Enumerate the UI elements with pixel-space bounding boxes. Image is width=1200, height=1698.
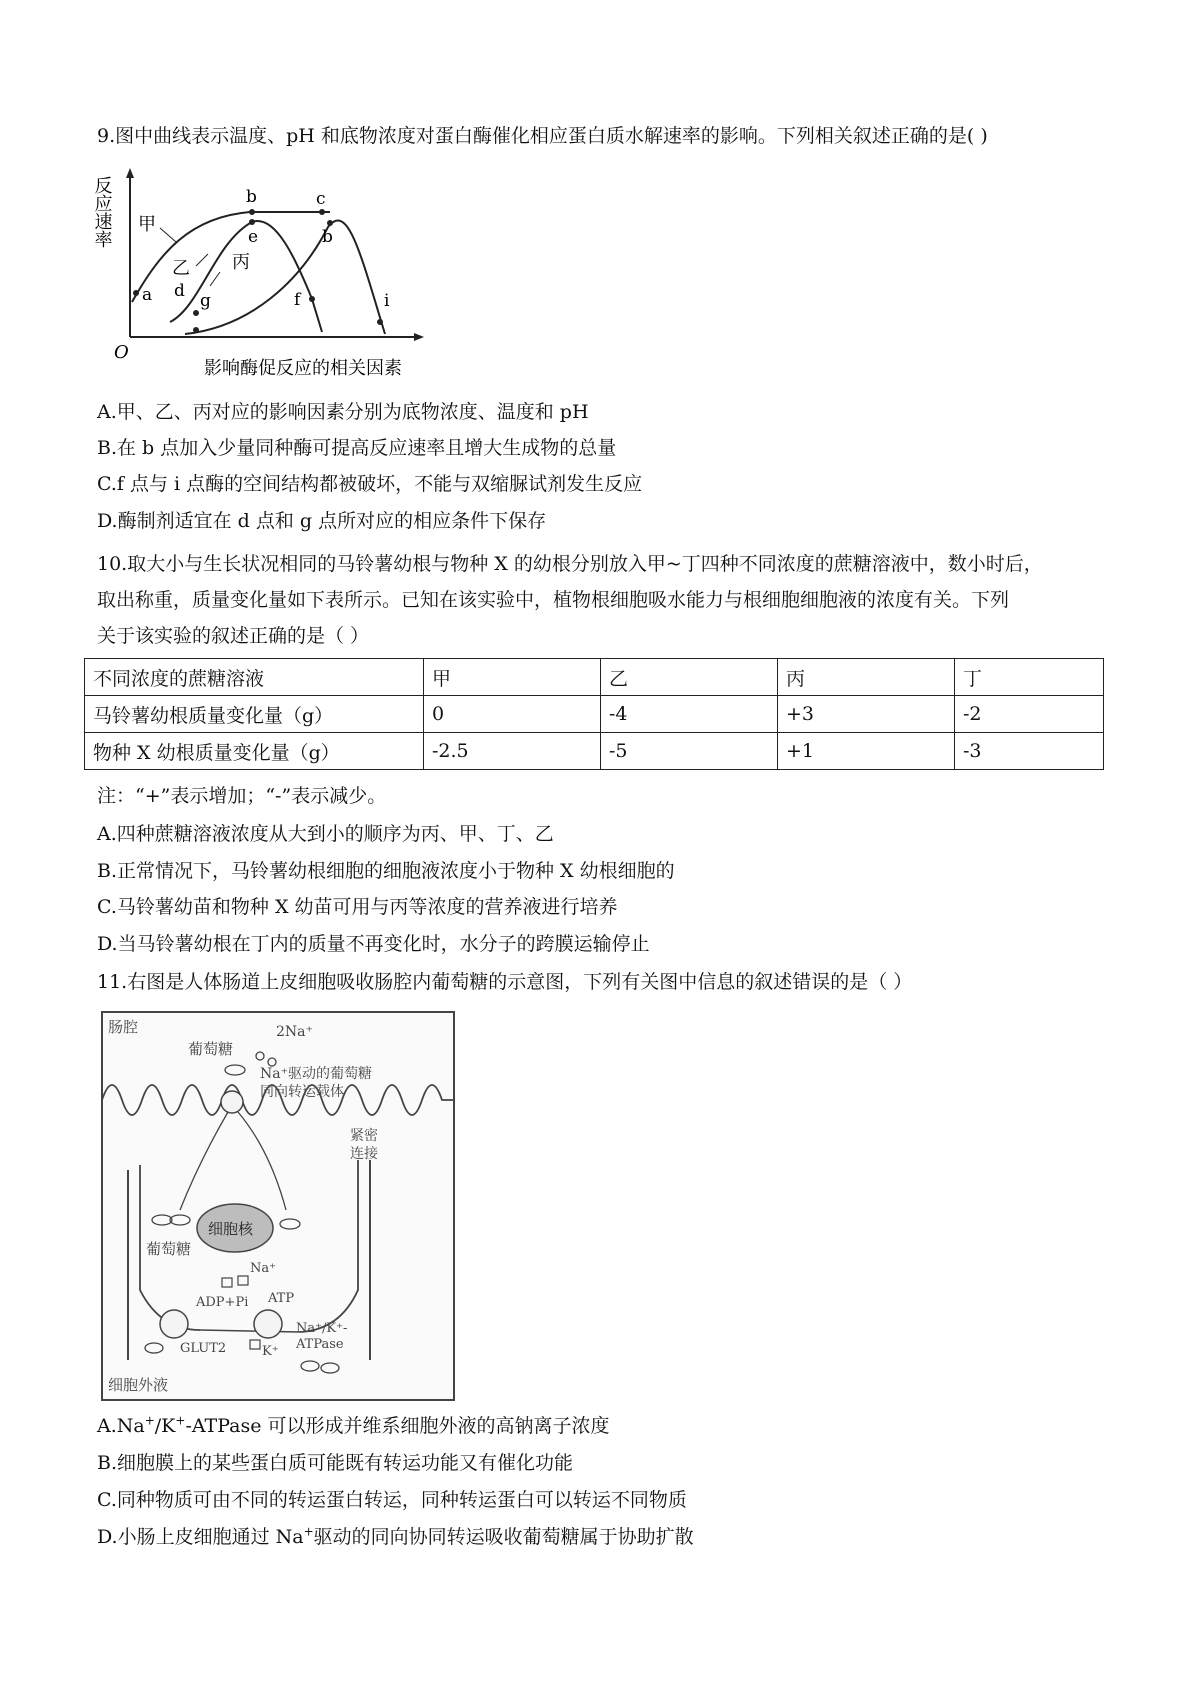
- table-header-cell: 不同浓度的蔗糖溶液: [85, 659, 424, 696]
- q11-stem: 11.右图是人体肠道上皮细胞吸收肠腔内葡萄糖的示意图，下列有关图中信息的叙述错误的是（ ）: [97, 971, 913, 993]
- label-nucleus: 细胞核: [208, 1220, 254, 1238]
- label-e: e: [248, 227, 259, 247]
- table-cell: 马铃薯幼根质量变化量（g）: [85, 696, 424, 733]
- label-na-top: 2Na⁺: [276, 1024, 313, 1040]
- q9-option-c: C.f 点与 i 点酶的空间结构都被破坏，不能与双缩脲试剂发生反应: [97, 473, 643, 495]
- table-cell: -3: [955, 733, 1104, 770]
- table-row: [85, 696, 1104, 733]
- label-bing: 丙: [232, 252, 250, 273]
- q11-option-a: A.Na+/K+-ATPase 可以形成并维系细胞外液的高钠离子浓度: [97, 1413, 610, 1437]
- label-na-inside: Na⁺: [250, 1261, 276, 1276]
- table-header-cell: 丙: [778, 659, 955, 696]
- point-b-right: [327, 220, 333, 226]
- label-b: b: [246, 187, 257, 207]
- label-yi: 乙: [172, 258, 190, 279]
- table-cell: 物种 X 幼根质量变化量（g）: [85, 733, 424, 770]
- q9-option-a: A.甲、乙、丙对应的影响因素分别为底物浓度、温度和 pH: [97, 401, 589, 423]
- label-adp: ADP+Pi: [196, 1295, 249, 1310]
- point-g: [193, 327, 199, 333]
- label-glucose-top: 葡萄糖: [188, 1040, 234, 1058]
- table-header-cell: 乙: [601, 659, 778, 696]
- label-a: a: [142, 285, 153, 305]
- label-g: g: [200, 291, 211, 311]
- table-cell: -2.5: [424, 733, 601, 770]
- y-axis-label: 反应速率: [91, 176, 113, 248]
- enzyme-rate-graph: [91, 162, 460, 387]
- origin-label: O: [114, 342, 129, 363]
- table-cell: 0: [424, 696, 601, 733]
- q10-table: [84, 658, 1104, 770]
- point-f: [309, 296, 315, 302]
- label-f: f: [294, 290, 301, 310]
- label-c: c: [316, 189, 326, 209]
- curve-bing: [185, 221, 385, 334]
- q9-option-b: B.在 b 点加入少量同种酶可提高反应速率且增大生成物的总量: [97, 437, 617, 459]
- table-cell: +3: [778, 696, 955, 733]
- label-glut2: GLUT2: [180, 1341, 227, 1356]
- table-cell: -2: [955, 696, 1104, 733]
- q10-stem-line3: 关于该实验的叙述正确的是（ ）: [97, 625, 370, 647]
- label-jia: 甲: [138, 214, 156, 235]
- q10-option-c: C.马铃薯幼苗和物种 X 幼苗可用与丙等浓度的营养液进行培养: [97, 896, 618, 918]
- label-atpase: Na⁺/K⁺-: [296, 1321, 348, 1336]
- glut2-icon: [160, 1310, 188, 1338]
- q9-option-d: D.酶制剂适宜在 d 点和 g 点所对应的相应条件下保存: [97, 510, 547, 532]
- leader-bing: [210, 272, 220, 286]
- table-row: [85, 733, 1104, 770]
- q10-option-b: B.正常情况下，马铃薯幼根细胞的细胞液浓度小于物种 X 幼根细胞的: [97, 860, 675, 882]
- point-b-top: [249, 209, 255, 215]
- q11-option-b: B.细胞膜上的某些蛋白质可能既有转运功能又有催化功能: [97, 1452, 574, 1474]
- x-axis-label: 影响酶促反应的相关因素: [204, 358, 402, 379]
- q10-option-d: D.当马铃薯幼根在丁内的质量不再变化时，水分子的跨膜运输停止: [97, 933, 650, 955]
- table-header-cell: 甲: [424, 659, 601, 696]
- q10-note: 注：“+”表示增加；“-”表示减少。: [97, 785, 387, 807]
- table-cell: -4: [601, 696, 778, 733]
- label-tight-junction-2: 连接: [350, 1146, 378, 1162]
- y-axis-arrow: [126, 168, 134, 178]
- curve-jia: [132, 212, 330, 302]
- point-e: [249, 219, 255, 225]
- point-c: [319, 209, 325, 215]
- point-i: [377, 319, 383, 325]
- q9-stem: 9.图中曲线表示温度、pH 和底物浓度对蛋白酶催化相应蛋白质水解速率的影响。下列相关叙述正确的是( ): [97, 125, 988, 147]
- label-k: K⁺: [262, 1344, 279, 1359]
- table-header-cell: 丁: [955, 659, 1104, 696]
- label-atpase-2: ATPase: [296, 1337, 344, 1352]
- label-tight-junction: 紧密: [350, 1128, 378, 1144]
- q10-stem-line1: 10.取大小与生长状况相同的马铃薯幼根与物种 X 的幼根分别放入甲~丁四种不同浓度的蔗糖溶液中，数小时后，: [97, 553, 1043, 575]
- label-i: i: [384, 291, 390, 311]
- cotransporter-icon: [221, 1091, 243, 1113]
- leader-jia: [160, 228, 176, 242]
- q10-stem-line2: 取出称重，质量变化量如下表所示。已知在该实验中，植物根细胞吸水能力与根细胞细胞液的浓度有关。下列: [97, 589, 1010, 611]
- q11-option-d: D.小肠上皮细胞通过 Na+驱动的同向协同转运吸收葡萄糖属于协助扩散: [97, 1524, 694, 1548]
- point-d: [193, 310, 199, 316]
- q11-option-c: C.同种物质可由不同的转运蛋白转运，同种转运蛋白可以转运不同物质: [97, 1489, 687, 1511]
- table-cell: +1: [778, 733, 955, 770]
- leader-yi: [196, 254, 208, 266]
- table-cell: -5: [601, 733, 778, 770]
- table-header-row: [85, 659, 1104, 696]
- label-d: d: [174, 281, 185, 301]
- label-atp: ATP: [268, 1291, 295, 1306]
- atpase-icon: [254, 1310, 282, 1338]
- label-glucose-inside: 葡萄糖: [146, 1240, 192, 1258]
- label-cotransporter-2: 同向转运载体: [260, 1084, 344, 1100]
- intestinal-cell-diagram: [100, 1010, 460, 1405]
- label-cotransporter: Na⁺驱动的葡萄糖: [260, 1066, 372, 1082]
- point-a: [133, 290, 139, 296]
- label-b2: b: [322, 227, 333, 247]
- label-lumen: 肠腔: [108, 1018, 139, 1036]
- label-extracellular: 细胞外液: [108, 1376, 169, 1394]
- q10-option-a: A.四种蔗糖溶液浓度从大到小的顺序为丙、甲、丁、乙: [97, 823, 554, 845]
- x-axis-arrow: [414, 333, 424, 341]
